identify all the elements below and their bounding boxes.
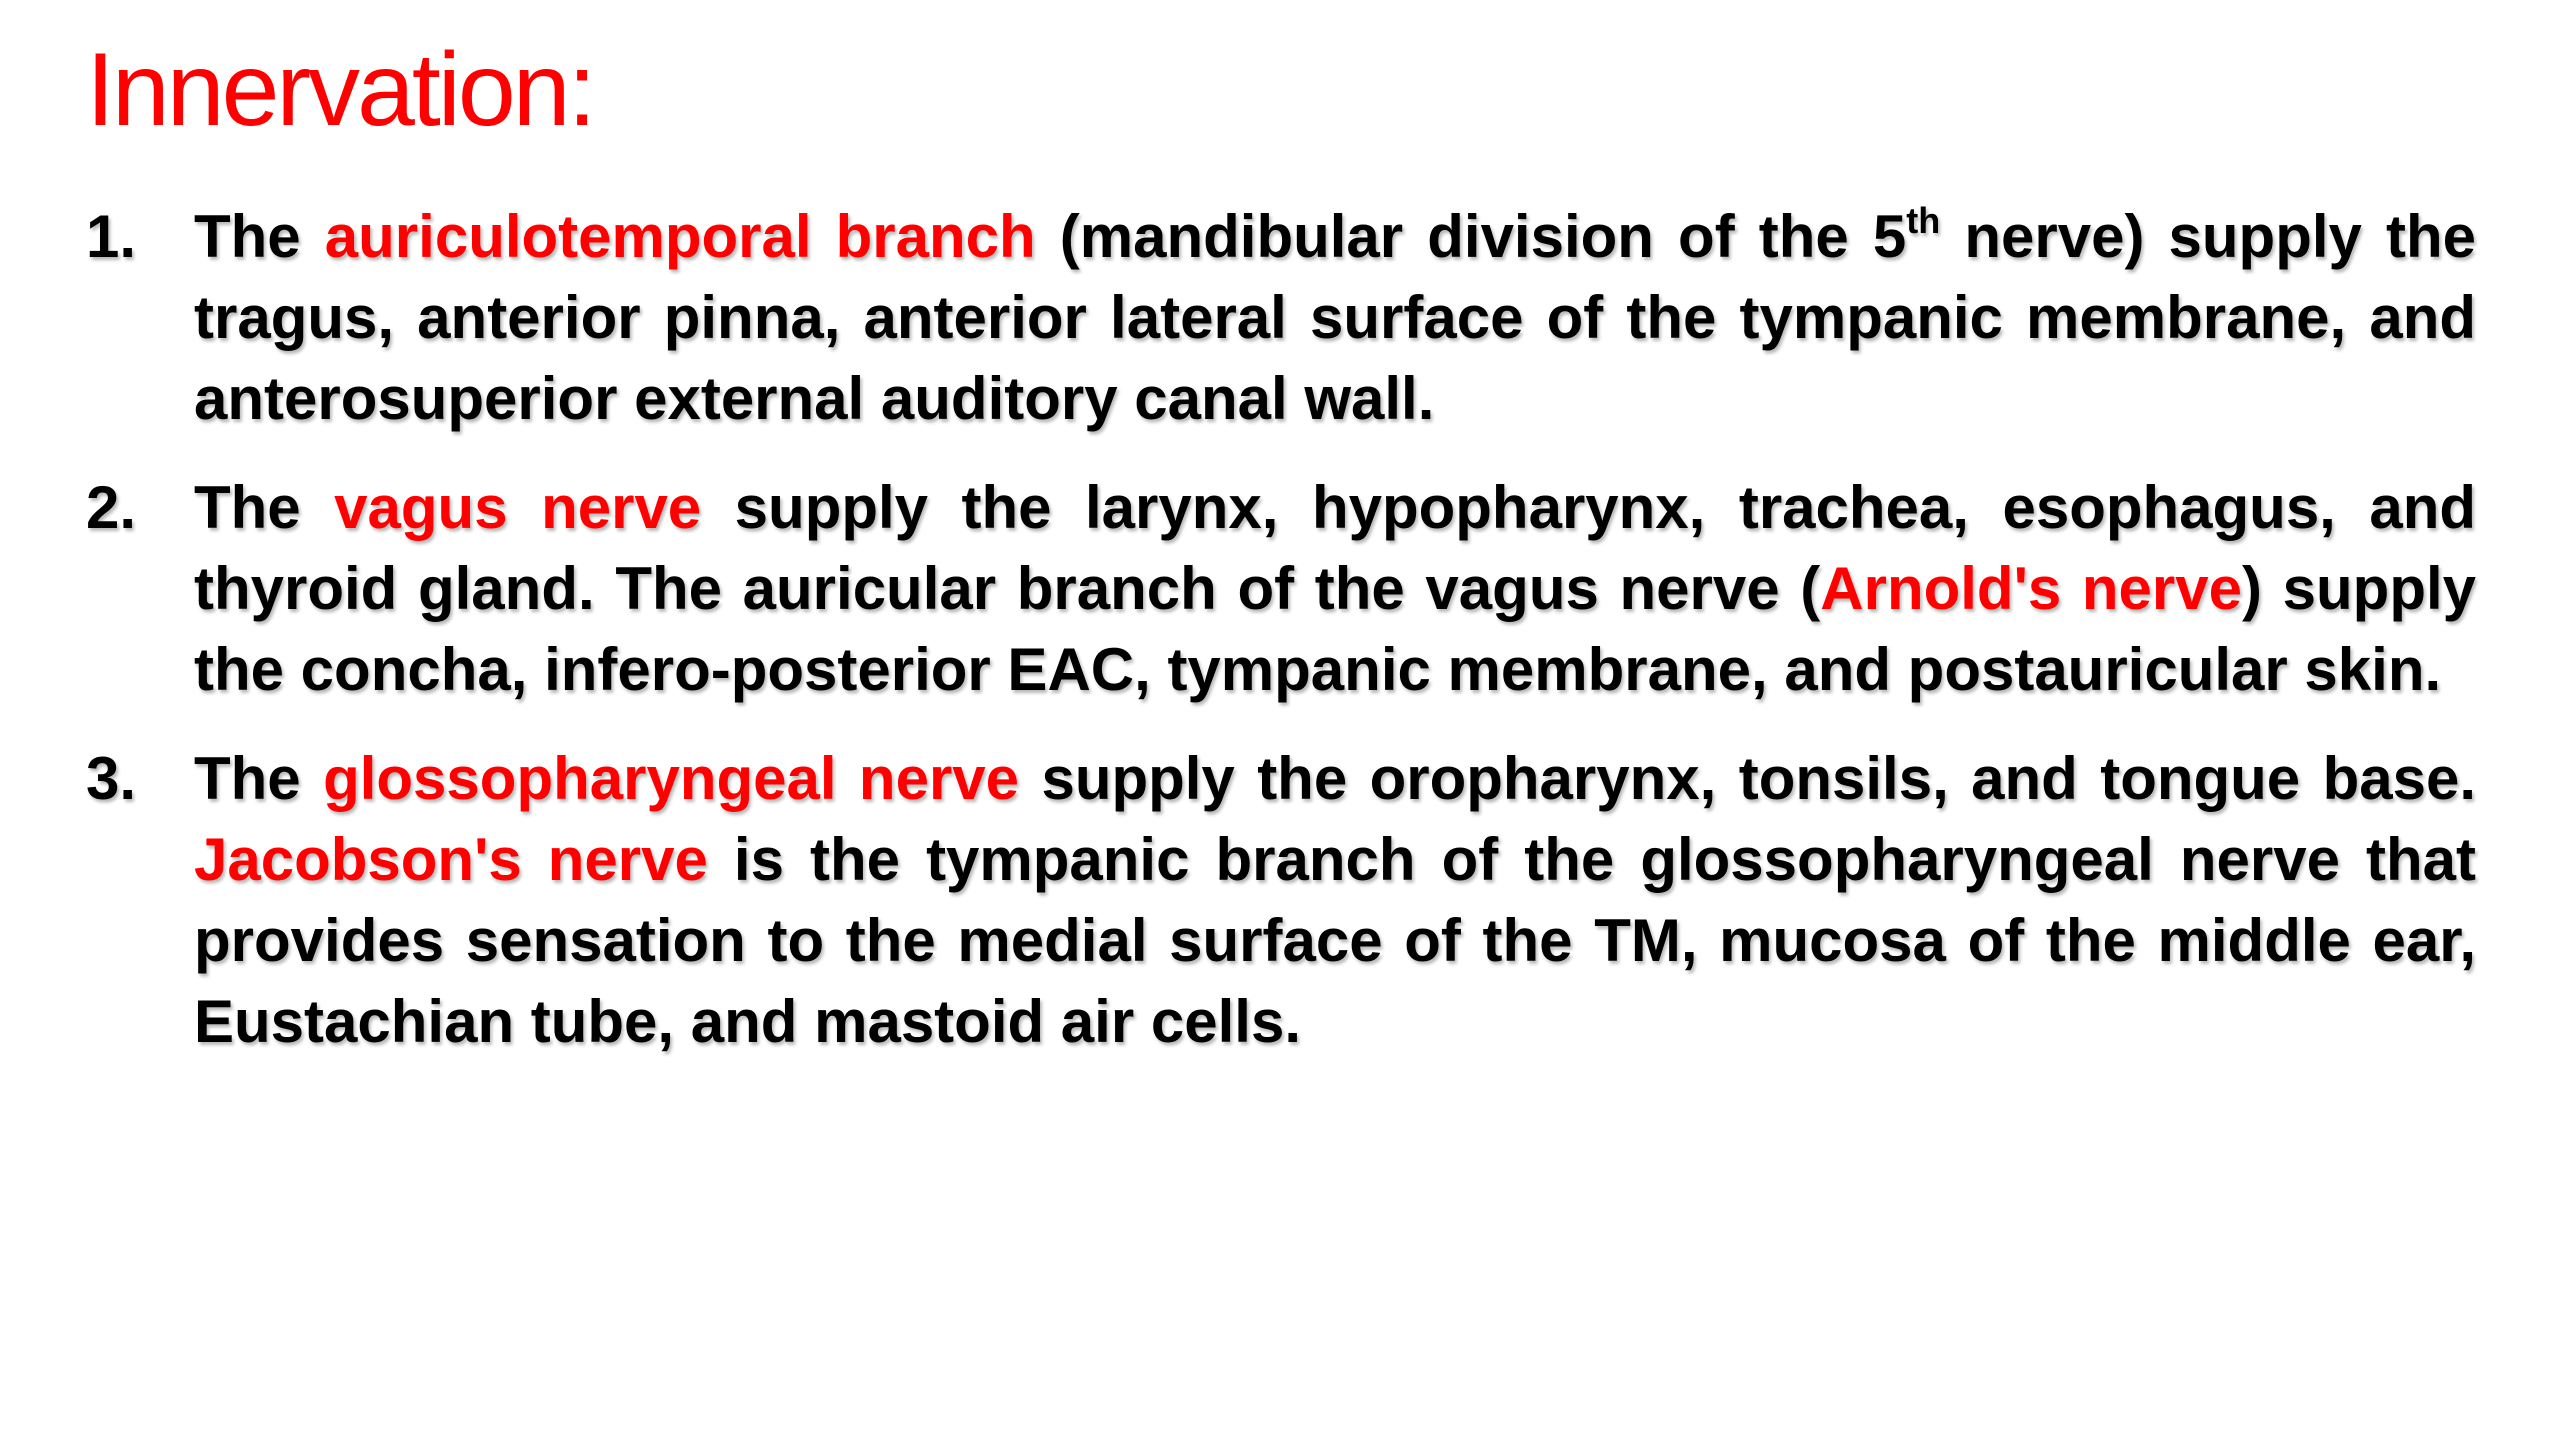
item-number: 1. xyxy=(86,203,137,270)
item-text: (mandibular division of the 5 xyxy=(1035,203,1907,270)
item-text: is the tympanic branch of the glossopharyngeal nerve that provides sensation to the medial surface of the TM, mucosa of the middle ear, Eustachian tube, and mastoid air cells. xyxy=(194,826,2476,1055)
item-number: 2. xyxy=(86,474,137,541)
slide-title: Innervation: xyxy=(86,32,594,148)
highlighted-term: Arnold's nerve xyxy=(1820,555,2242,622)
item-text: nerve) supply the tragus, anterior pinna, anterior lateral surface of the tympanic membrane, and anterosuperior external auditory canal wall. xyxy=(194,203,2476,432)
list-item xyxy=(86,196,2476,439)
list-item xyxy=(86,738,2476,1062)
highlighted-term: vagus nerve xyxy=(334,474,702,541)
item-text: ) supply the concha, infero-posterior EAC, tympanic membrane, and postauricular skin. xyxy=(194,555,2477,703)
highlighted-term: Jacobson's nerve xyxy=(194,826,708,893)
item-intro: The xyxy=(194,474,335,541)
list-item xyxy=(86,467,2476,710)
highlighted-term: auriculotemporal branch xyxy=(324,203,1036,270)
item-text: supply the larynx, hypopharynx, trachea, esophagus, and thyroid gland. The auricular branch of the vagus nerve ( xyxy=(194,474,2477,622)
superscript: th xyxy=(1906,200,1941,241)
item-intro: The xyxy=(194,203,325,270)
innervation-list xyxy=(86,196,2476,1090)
item-intro: The xyxy=(194,745,324,812)
highlighted-term: glossopharyngeal nerve xyxy=(323,745,1020,812)
item-text: supply the oropharynx, tonsils, and tongue base. xyxy=(1019,745,2477,812)
item-number: 3. xyxy=(86,745,137,812)
